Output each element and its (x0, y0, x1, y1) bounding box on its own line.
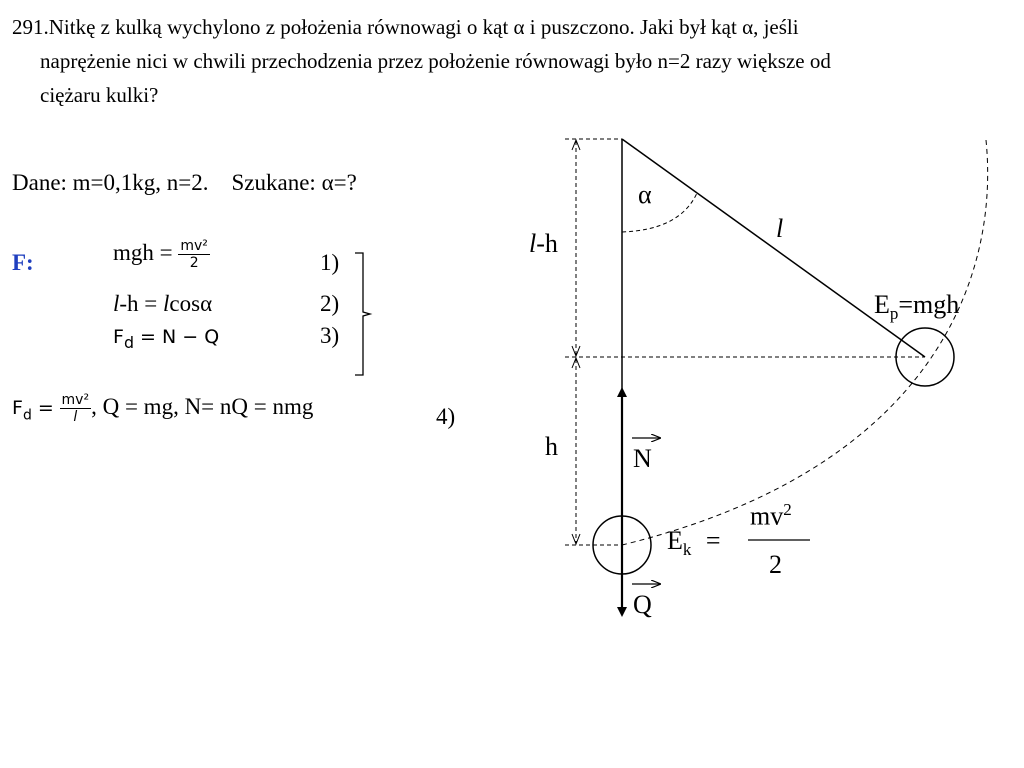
eq4-denominator: l (73, 409, 78, 425)
h-label: h (545, 432, 558, 461)
eq2-number: 2) (320, 291, 340, 316)
eq3-F: F (113, 326, 124, 348)
eq1-numerator: mv² (180, 238, 208, 254)
eq2-end: cosα (169, 291, 213, 316)
l-minus-h-label: l-h (529, 229, 558, 258)
eq3-rest: = N − Q (134, 326, 220, 348)
eq4-eq: = (31, 396, 54, 419)
eq3-number: 3) (320, 323, 340, 348)
potential-energy-label: $E_p=mgh$ (874, 290, 960, 324)
szukane-label: Szukane: (231, 170, 316, 195)
inclined-string (622, 139, 925, 357)
problem-line-3: ciężaru kulki? (40, 83, 159, 107)
eq4-rest: , Q = mg, N= nQ = nmg (91, 393, 314, 419)
eq1-number: 1) (320, 250, 340, 275)
eq4-number: 4) (436, 404, 456, 429)
eq4-sub: d (22, 407, 32, 424)
kinetic-energy-label: $E_k$ = (667, 526, 721, 560)
formulas-label: F: (12, 250, 34, 275)
eq2-mid: -h = (119, 291, 164, 316)
ek-denominator: 2 (769, 550, 782, 579)
eq3-sub: d (123, 332, 134, 352)
ek-numerator: $mv^2$ (750, 500, 792, 531)
eq4-numerator: mv² (61, 392, 90, 408)
eq1-denominator: 2 (189, 255, 199, 271)
q-label: Q (633, 590, 652, 619)
n-label: N (633, 444, 652, 473)
eq2-l2: l (163, 291, 170, 316)
string-length-label: l (776, 214, 784, 243)
dane-values: m=0,1kg, n=2. (72, 170, 209, 195)
alpha-label: α (638, 180, 652, 209)
equations-brace (355, 253, 370, 375)
problem-line-1: 291.Nitkę z kulką wychylono z położenia równowagi o kąt α i puszczono. Jaki był kąt α, jeśli (12, 15, 799, 39)
problem-line-2: naprężenie nici w chwili przechodzenia przez położenie równowagi było n=2 razy większe od (40, 49, 831, 73)
eq4-F: F (12, 396, 23, 419)
eq1-left: mgh = (113, 239, 173, 265)
eq2-l1: l (113, 291, 120, 316)
alpha-arc (622, 193, 697, 232)
dane-label: Dane: (12, 170, 67, 195)
szukane-value: α=? (321, 170, 357, 195)
trajectory-arc (622, 140, 988, 545)
